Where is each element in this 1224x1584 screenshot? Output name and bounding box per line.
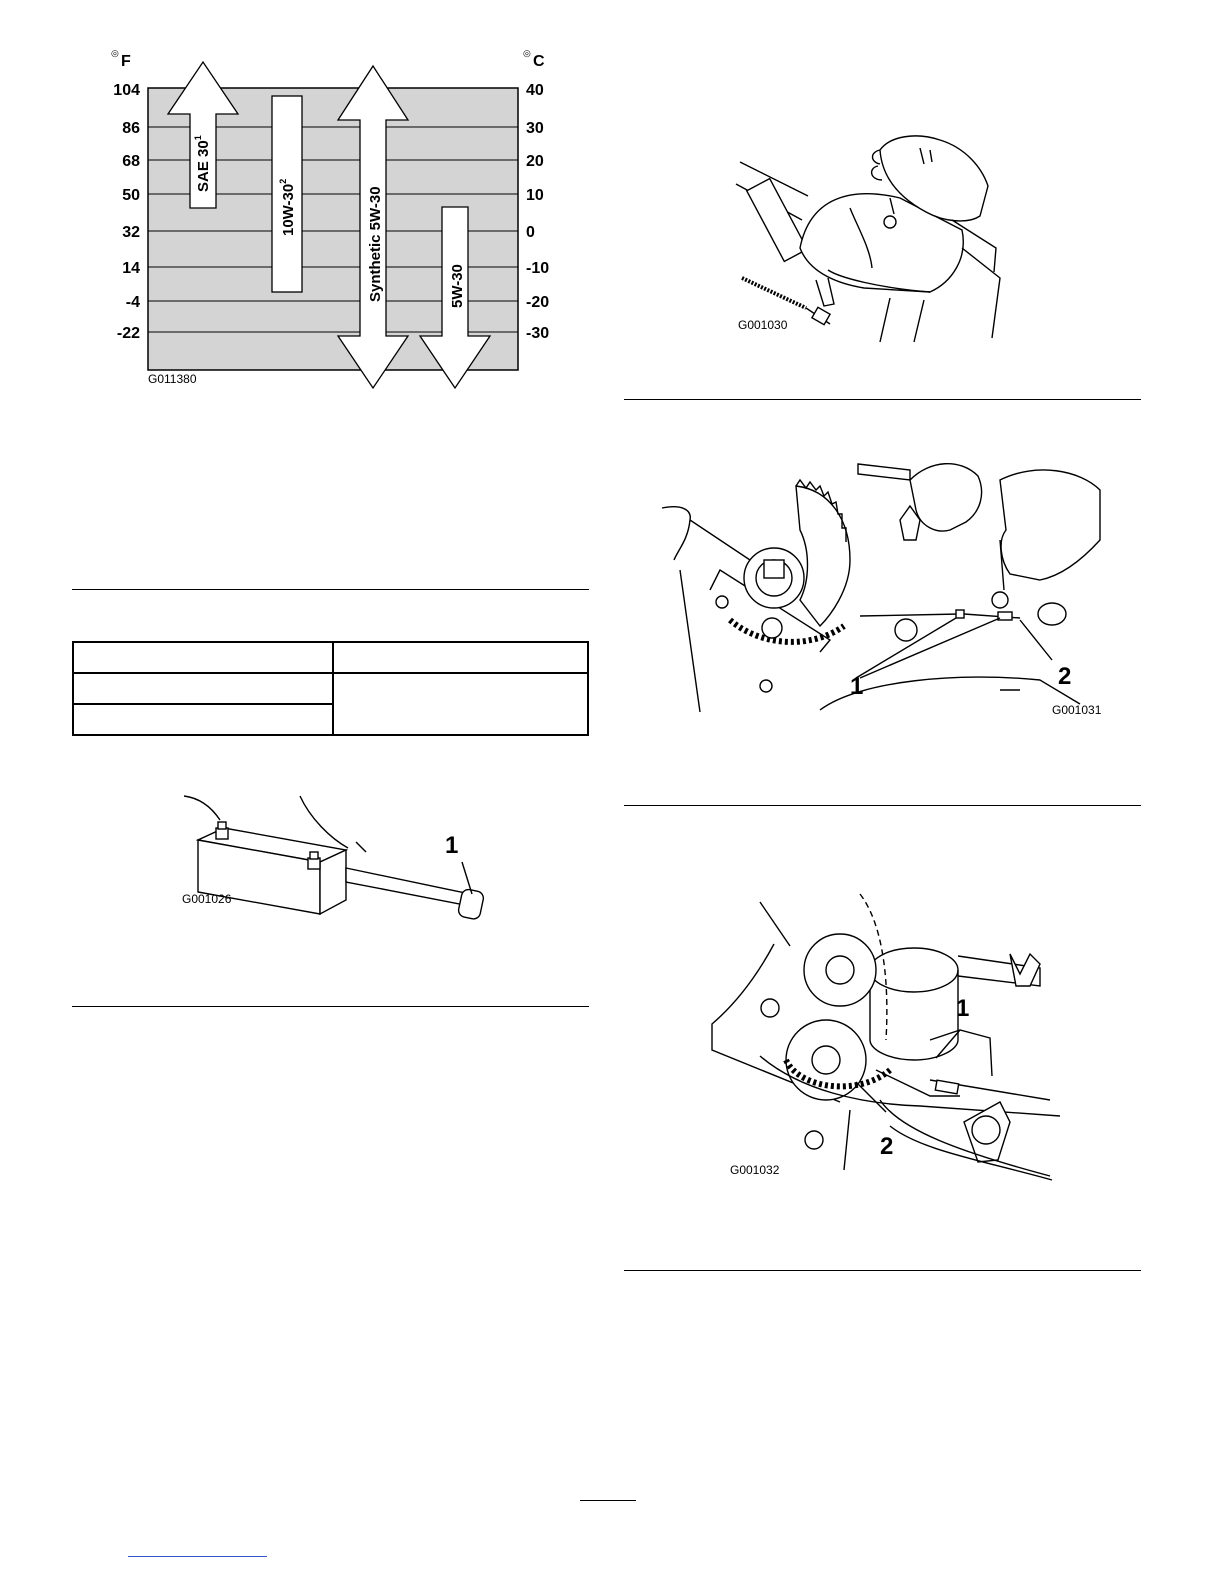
fahrenheit-tick-label: 86	[122, 120, 140, 137]
governor-link-illustration	[660, 450, 1110, 720]
section-rule	[624, 805, 1141, 806]
fahrenheit-tick-label: 50	[122, 187, 140, 204]
svg-text:SAE 301	[193, 135, 212, 192]
celsius-tick-label: 40	[526, 82, 544, 99]
section-rule	[624, 1270, 1141, 1271]
footer-link-underline[interactable]	[128, 1556, 267, 1557]
unit-fahrenheit: F	[121, 53, 131, 70]
governor-callout-1: 1	[850, 673, 864, 700]
gear-callout-2: 2	[880, 1133, 894, 1160]
fahrenheit-tick-label: -22	[116, 325, 140, 342]
grade-sup-10w30: 2	[278, 178, 288, 184]
grade-sup-sae30: 1	[193, 135, 203, 141]
fahrenheit-tick-label: 32	[122, 224, 140, 241]
celsius-tick-label: -10	[526, 260, 550, 277]
chart-figure-code: G011380	[148, 372, 197, 386]
section-rule	[72, 1006, 589, 1007]
10w30-band	[272, 96, 302, 292]
fahrenheit-tick-label: -4	[125, 294, 140, 311]
gear-callout-1: 1	[956, 995, 970, 1022]
celsius-tick-label: -20	[526, 294, 550, 311]
spec-table	[72, 641, 589, 736]
carb-figure-code: G001030	[738, 318, 788, 332]
celsius-tick-label: -30	[526, 325, 550, 342]
fahrenheit-tick-label: 14	[122, 260, 140, 277]
grade-label-5w30: 5W-30	[449, 264, 466, 308]
section-rule	[624, 399, 1141, 400]
celsius-tick-label: 10	[526, 187, 544, 204]
grade-label-sae30: SAE 30	[195, 140, 212, 192]
grade-label-synthetic-5w30: Synthetic 5W-30	[367, 186, 384, 302]
gear-assembly-illustration	[700, 890, 1080, 1190]
degree-symbol-f: ◎	[111, 48, 119, 58]
degree-symbol-c: ◎	[523, 48, 531, 58]
table-row	[73, 673, 588, 704]
celsius-tick-label: 20	[526, 153, 544, 170]
unit-celsius: C	[533, 53, 545, 70]
celsius-tick-label: 0	[526, 224, 535, 241]
fahrenheit-tick-labels	[113, 82, 140, 342]
table-cell	[73, 704, 333, 735]
fahrenheit-tick-label: 104	[113, 82, 140, 99]
table-cell	[73, 642, 333, 673]
section-rule	[72, 589, 589, 590]
governor-figure-code: G001031	[1052, 703, 1102, 717]
carb-cover-illustration	[730, 128, 1010, 348]
celsius-tick-labels	[526, 82, 549, 342]
svg-text:10W-302	[278, 179, 297, 236]
fahrenheit-tick-label: 68	[122, 153, 140, 170]
table-cell	[73, 673, 333, 704]
tool-illustration	[170, 790, 510, 930]
page-number-rule	[580, 1500, 636, 1501]
celsius-tick-label: 30	[526, 120, 544, 137]
table-cell	[333, 642, 588, 673]
tool-callout-1: 1	[445, 832, 459, 859]
grade-label-10w30: 10W-30	[280, 183, 297, 236]
governor-callout-2: 2	[1058, 663, 1072, 690]
tool-figure-code: G001026	[182, 892, 232, 906]
gear-figure-code: G001032	[730, 1163, 780, 1177]
oil-viscosity-chart	[100, 40, 580, 400]
table-row	[73, 642, 588, 673]
table-cell	[333, 673, 588, 735]
